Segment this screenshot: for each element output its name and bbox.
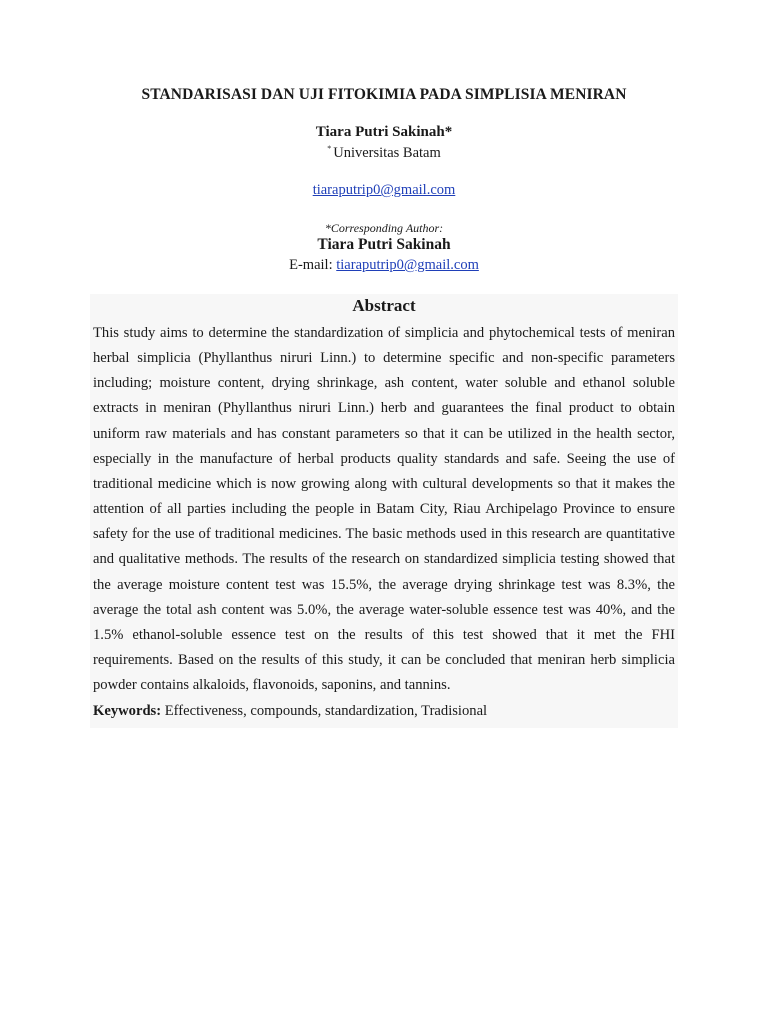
corresponding-author-name: Tiara Putri Sakinah [317, 236, 451, 253]
author-email [0, 182, 768, 199]
author-email-link[interactable]: tiaraputrip0@gmail.com [312, 182, 456, 198]
keywords-label: Keywords: [93, 703, 162, 719]
paper-title: STANDARISASI DAN UJI FITOKIMIA PADA SIMPLISIA MENIRAN [141, 86, 627, 103]
author-name: Tiara Putri Sakinah* [315, 124, 453, 140]
abstract-heading: Abstract [352, 296, 416, 315]
affiliation-marker: * [327, 144, 332, 153]
corresponding-email-link[interactable]: tiaraputrip0@gmail.com [336, 257, 479, 273]
author-affiliation [0, 144, 768, 162]
corresponding-author-email [0, 257, 768, 274]
abstract-body: This study aims to determine the standardization of simplicia and phytochemical tests of meniran herbal simplicia (Phyllanthus niruri Linn.) to determine specific and non-specific parameters including; moisture content, drying shrinkage, ash content, water soluble and ethanol soluble extracts in meniran (Phyllanthus niruri Linn.) herb and guarantees the final product to obtain uniform raw materials and has constant parameters so that it can be utilized in the health sector, especially in the manufacture of herbal products quality standards and safe. Seeing the use of traditional medicine which is now growing along with cultural developments so that it makes the attention of all parties including the people in Batam City, Riau Archipelago Province to ensure safety for the use of traditional medicines. The basic methods used in this research are quantitative and qualitative methods. The results of the research on standardized simplicia testing showed that the average moisture content test was 15.5%, the average drying shrinkage test was 8.3%, the average the total ash content was 5.0%, the average water-soluble essence test was 40%, and the 1.5% ethanol-soluble essence test on the results of this test showed that it met the FHI requirements. Based on the results of this study, it can be concluded that meniran herb simplicia powder contains alkaloids, flavonoids, saponins, and tannins. [93, 325, 675, 694]
keywords-text: Effectiveness, compounds, standardization, Tradisional [161, 703, 488, 719]
corresponding-author-label: *Corresponding Author: [324, 221, 444, 235]
corresponding-email-prefix: E-mail: [289, 257, 337, 273]
keywords-line [93, 700, 675, 722]
affiliation-text: Universitas Batam [333, 145, 441, 161]
